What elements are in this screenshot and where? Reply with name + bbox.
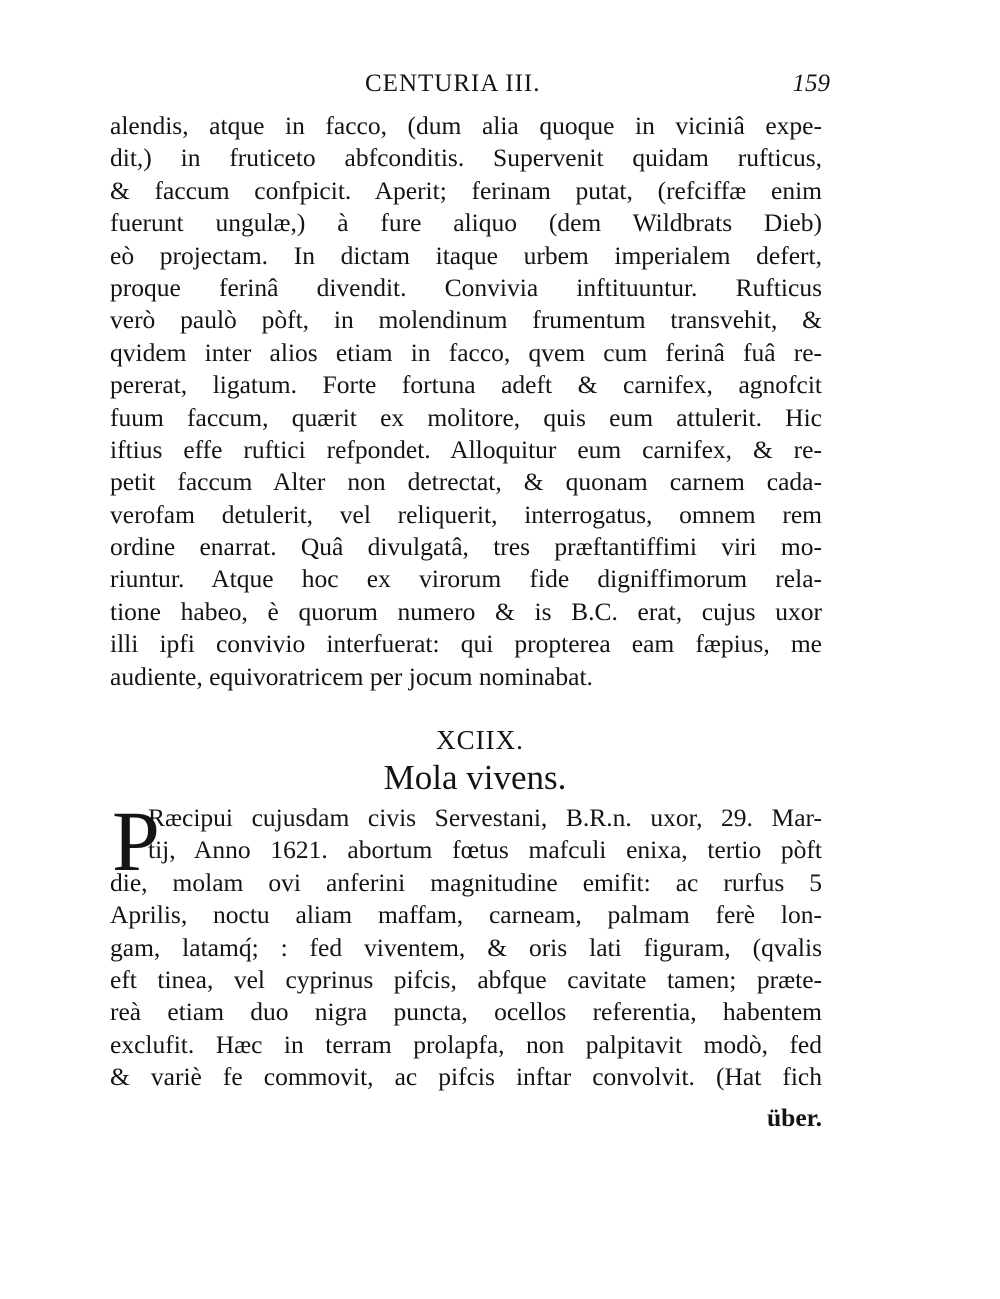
section-title: Mola vivens.: [383, 758, 567, 797]
text-line: pererat, ligatum. Forte fortuna adeft & carnifex, agnofcit: [110, 370, 822, 400]
text-line: alendis, atque in facco, (dum alia quoque in viciniâ expe-: [110, 111, 822, 140]
text-line: audiente, equivoratricem per jocum nominabat.: [110, 661, 593, 691]
text-line: ordine enarrat. Quâ divulgatâ, tres præftantiffimi viri mo-: [110, 532, 822, 562]
text-line: iftius effe ruftici refpondet. Alloquitur eum carnifex, & re-: [110, 434, 822, 464]
text-line: die, molam ovi anferini magnitudine emifit: ac rurfus 5: [110, 867, 822, 897]
text-line: & variè fe commovit, ac pifcis inftar convolvit. (Hat fich: [110, 1062, 822, 1092]
text-line: reà etiam duo nigra puncta, ocellos referentia, habentem: [110, 997, 822, 1027]
text-line: exclufit. Hæc in terram prolapfa, non palpitavit modò, fed: [110, 1029, 822, 1059]
text-line: tione habeo, è quorum numero & is B.C. erat, cujus uxor: [110, 596, 822, 626]
text-line: fuerunt ungulæ,) à fure aliquo (dem Wildbrats Dieb): [110, 208, 822, 238]
text-line: verofam detulerit, vel reliquerit, interrogatus, omnem rem: [110, 499, 822, 529]
text-line: illi ipfi convivio interfuerat: qui propterea eam fæpius, me: [110, 629, 822, 659]
text-line: eft tinea, vel cyprinus pifcis, abfque cavitate tamen; præte-: [110, 964, 822, 994]
text-line: Aprilis, noctu aliam maffam, carneam, palmam ferè lon-: [110, 900, 822, 930]
section-number: XCIIX.: [436, 725, 524, 755]
running-head: [110, 70, 830, 110]
page-number: 159: [792, 70, 830, 97]
text-line: fuum faccum, quærit ex molitore, quis eum attulerit. Hic: [110, 402, 822, 432]
section-one-text: [110, 110, 822, 693]
text-line: Ræcipui cujusdam civis Servestani, B.R.n. uxor, 29. Mar-: [148, 803, 822, 832]
text-line: dit,) in fruticeto abfconditis. Supervenit quidam rufticus,: [110, 143, 822, 173]
drop-cap: P: [112, 793, 160, 889]
text-line: petit faccum Alter non detrectat, & quonam carnem cada-: [110, 467, 822, 497]
text-line: tij, Anno 1621. abortum fœtus mafculi enixa, tertio pòft: [148, 835, 822, 865]
text-line: riuntur. Atque hoc ex virorum fide digniffimorum rela-: [110, 564, 822, 594]
text-line: qvidem inter alios etiam in facco, qvem cum ferinâ fuâ re-: [110, 337, 822, 367]
text-line: gam, latamq́; : fed viventem, & oris lati figuram, (qvalis: [110, 932, 822, 962]
text-line: eò projectam. In dictam itaque urbem imperialem defert,: [110, 240, 822, 270]
text-line: & faccum confpicit. Aperit; ferinam putat, (refciffæ enim: [110, 175, 822, 205]
text-line: verò paulò pòft, in molendinum frumentum transvehit, &: [110, 305, 822, 335]
text-line: proque ferinâ divendit. Convivia inftituuntur. Rufticus: [110, 272, 822, 302]
running-title: CENTURIA III.: [365, 70, 541, 97]
catchword: über.: [766, 1103, 822, 1132]
section-two-text: [110, 802, 822, 1094]
